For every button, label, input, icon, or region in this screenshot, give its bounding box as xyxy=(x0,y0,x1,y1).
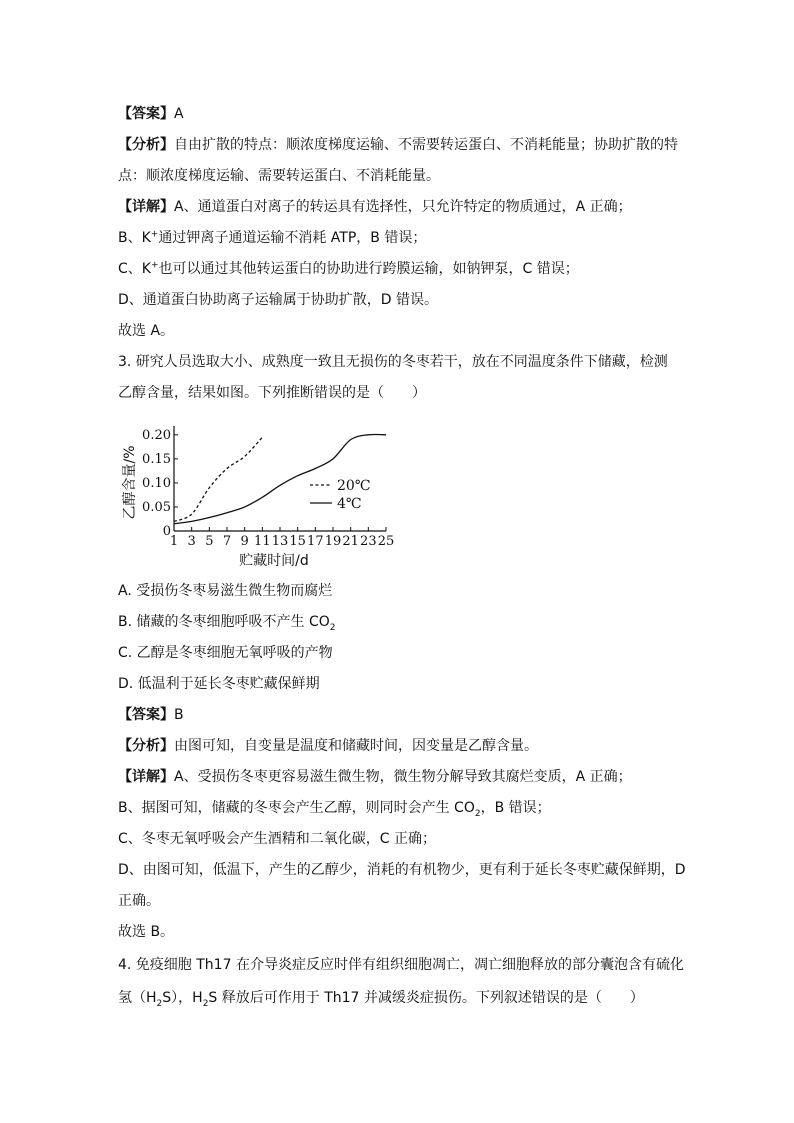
detail-line xyxy=(118,197,632,217)
q4-part-2: S），H xyxy=(162,990,203,1006)
detail-2-text: A、受损伤冬枣更容易滋生微生物，微生物分解导致其腐烂变质，A 正确； xyxy=(174,769,632,785)
analysis-line xyxy=(118,135,678,155)
x-tick-label: 21 xyxy=(342,534,359,549)
analysis-2-text: 由图可知，自变量是温度和储藏时间，因变量是乙醇含量。 xyxy=(174,738,538,754)
x-tick-label: 9 xyxy=(240,534,249,549)
detail-2-line-c: C、冬枣无氧呼吸会产生酒精和二氧化碳，C 正确； xyxy=(118,831,436,847)
q4-part-3: S 释放后可作用于 Th17 并减缓炎症损伤。下列叙述错误的是（ ） xyxy=(208,990,644,1006)
analysis-tag: 【分析】 xyxy=(118,137,174,153)
detail-2-line-b xyxy=(118,798,551,818)
detail-tag: 【详解】 xyxy=(118,199,174,215)
x-tick-label: 13 xyxy=(271,534,289,549)
detail-b-pre: B、K xyxy=(118,230,151,246)
x-tick-label: 17 xyxy=(307,534,324,549)
detail-c-sup: + xyxy=(150,260,159,271)
analysis-line-cont: 点：顺浓度梯度运输、需要转运蛋白、不消耗能量。 xyxy=(118,168,440,184)
x-tick-label: 23 xyxy=(360,534,377,549)
answer-2-line xyxy=(118,705,184,725)
x-tick-label: 11 xyxy=(254,534,271,549)
option-b xyxy=(118,612,335,632)
x-tick-label: 25 xyxy=(377,534,395,549)
detail-line-b xyxy=(118,228,426,248)
q4-sub-1: 2 xyxy=(156,998,163,1009)
analysis-text: 自由扩散的特点：顺浓度梯度运输、不需要转运蛋白、不消耗能量；协助扩散的特 xyxy=(174,137,678,153)
answer-2-tag: 【答案】 xyxy=(118,707,174,723)
x-axis-title: 贮藏时间/d xyxy=(239,553,309,569)
answer-line xyxy=(118,104,184,124)
legend-label: 4℃ xyxy=(337,496,362,512)
ethanol-chart xyxy=(118,418,418,578)
legend-label: 20℃ xyxy=(337,478,371,494)
analysis-2-line xyxy=(118,736,538,756)
x-tick-label: 15 xyxy=(289,534,306,549)
answer-2-value: B xyxy=(174,707,184,723)
detail-2-b-sub: 2 xyxy=(474,808,481,819)
option-c: C. 乙醇是冬枣细胞无氧呼吸的产物 xyxy=(118,645,333,661)
x-tick-label: 19 xyxy=(324,534,342,549)
detail-b-sup: + xyxy=(150,229,159,240)
q4-part-1: 氢（H xyxy=(118,990,157,1006)
y-tick-label: 0 xyxy=(162,524,171,539)
detail-line-d: D、通道蛋白协助离子运输属于协助扩散，D 错误。 xyxy=(118,292,439,308)
detail-2-b-pre: B、据图可知，储藏的冬枣会产生乙醇，则同时会产生 CO xyxy=(118,800,475,816)
option-b-sub: 2 xyxy=(329,622,336,633)
conclusion-2-line: 故选 B。 xyxy=(118,924,175,940)
y-tick-label: 0.20 xyxy=(142,427,171,443)
detail-text: A、通道蛋白对离子的转运具有选择性，只允许特定的物质通过，A 正确； xyxy=(174,199,632,215)
q4-sub-2: 2 xyxy=(202,998,209,1009)
detail-c-pre: C、K xyxy=(118,261,151,277)
detail-2-tag: 【详解】 xyxy=(118,769,174,785)
conclusion-line: 故选 A。 xyxy=(118,323,175,339)
y-axis-title: 乙醇含量/% xyxy=(122,445,138,520)
detail-b-post: 通过钾离子通道运输不消耗 ATP，B 错误； xyxy=(158,230,427,246)
x-tick-label: 5 xyxy=(205,534,214,549)
detail-2-line xyxy=(118,767,632,787)
y-tick-label: 0.10 xyxy=(142,475,171,491)
answer-tag: 【答案】 xyxy=(118,106,174,122)
option-b-text: B. 储藏的冬枣细胞呼吸不产生 CO xyxy=(118,614,330,630)
series-20c-line xyxy=(174,437,262,521)
detail-c-post: 也可以通过其他转运蛋白的协助进行跨膜运输，如钠钾泵，C 错误； xyxy=(158,261,579,277)
x-tick-label: 3 xyxy=(187,534,196,549)
y-tick-label: 0.05 xyxy=(142,499,171,515)
question-4-line-cont xyxy=(118,988,644,1008)
question-3-line: 3. 研究人员选取大小、成熟度一致且无损伤的冬枣若干，放在不同温度条件下储藏，检测 xyxy=(118,354,668,370)
y-tick-label: 0.15 xyxy=(142,451,171,467)
answer-value: A xyxy=(174,106,184,122)
detail-2-b-post: ，B 错误； xyxy=(480,800,551,816)
chart-legend xyxy=(310,478,370,512)
analysis-2-tag: 【分析】 xyxy=(118,738,174,754)
x-tick-label: 1 xyxy=(169,534,179,549)
detail-2-line-d: D、由图可知，低温下，产生的乙醇少，消耗的有机物少，更有利于延长冬枣贮藏保鲜期，D xyxy=(118,862,686,878)
option-d: D. 低温利于延长冬枣贮藏保鲜期 xyxy=(118,676,320,692)
x-tick-label: 7 xyxy=(222,534,232,549)
detail-line-c xyxy=(118,259,579,279)
option-a: A. 受损伤冬枣易滋生微生物而腐烂 xyxy=(118,583,333,599)
question-3-line-cont: 乙醇含量，结果如图。下列推断错误的是（ ） xyxy=(118,385,426,401)
detail-2-line-d-cont: 正确。 xyxy=(118,893,160,909)
question-4-line: 4. 免疫细胞 Th17 在介导炎症反应时伴有组织细胞凋亡，凋亡细胞释放的部分囊泡含有硫化 xyxy=(118,957,684,973)
